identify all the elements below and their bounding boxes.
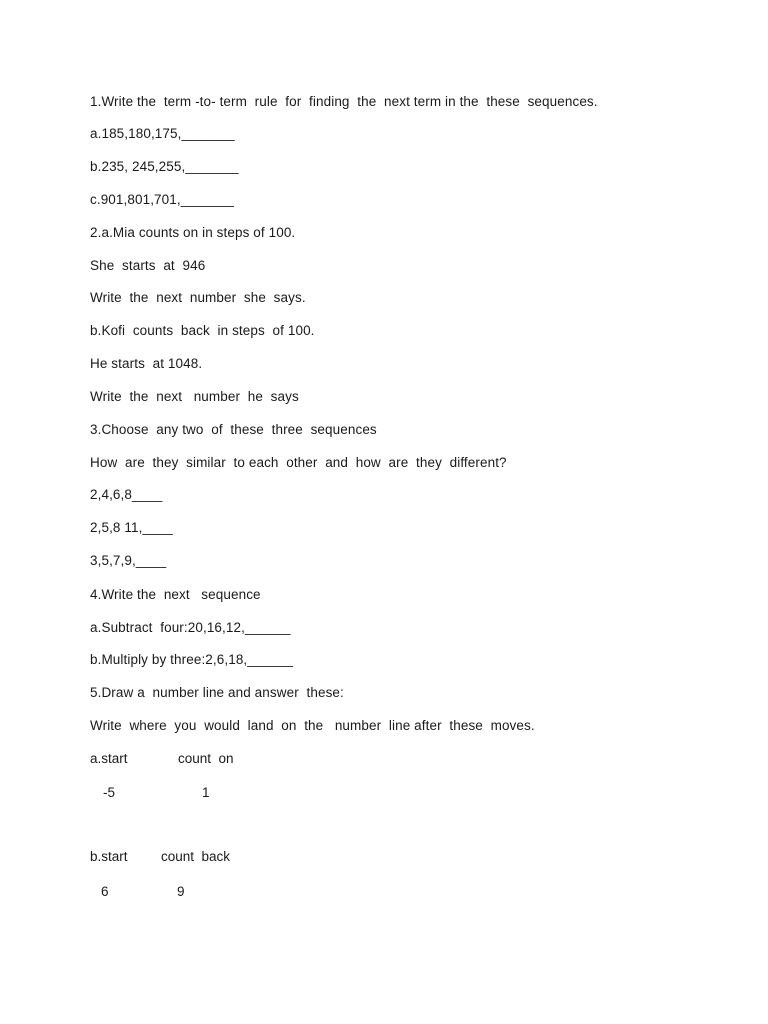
q3-prompt: 3.Choose any two of these three sequences — [90, 422, 377, 437]
q1-sequence-b: b.235, 245,255,_______ — [90, 159, 239, 174]
q3-question: How are they similar to each other and how are they different? — [90, 455, 507, 470]
q5-prompt: 5.Draw a number line and answer these: — [90, 685, 344, 700]
q3-sequence-1: 2,4,6,8____ — [90, 487, 163, 502]
q2b-statement: b.Kofi counts back in steps of 100. — [90, 323, 315, 338]
q2b-task: Write the next number he says — [90, 389, 299, 404]
q2a-statement: 2.a.Mia counts on in steps of 100. — [90, 225, 296, 240]
q2a-task: Write the next number she says. — [90, 290, 306, 305]
q5a-move-label: count on — [178, 751, 234, 766]
q2a-start: She starts at 946 — [90, 258, 206, 273]
q1-sequence-c: c.901,801,701,_______ — [90, 192, 234, 207]
q3-sequence-3: 3,5,7,9,____ — [90, 553, 167, 568]
q3-sequence-2: 2,5,8 11,____ — [90, 520, 173, 535]
q5b-move-label: count back — [161, 849, 231, 864]
q2b-start: He starts at 1048. — [90, 356, 203, 371]
q4-prompt: 4.Write the next sequence — [90, 587, 261, 602]
q5a-move-value: 1 — [202, 785, 210, 800]
q5-instruction: Write where you would land on the number line after these moves. — [90, 718, 535, 733]
q4-part-b: b.Multiply by three:2,6,18,______ — [90, 652, 293, 667]
q1-prompt: 1.Write the term -to- term rule for finding the next term in the these sequences. — [90, 94, 598, 109]
q5a-start-label: a.start — [90, 751, 128, 766]
q1-sequence-a: a.185,180,175,_______ — [90, 126, 235, 141]
q5b-start-value: 6 — [101, 884, 109, 899]
q5b-start-label: b.start — [90, 849, 128, 864]
q5a-start-value: -5 — [103, 785, 116, 800]
q5b-move-value: 9 — [177, 884, 185, 899]
q4-part-a: a.Subtract four:20,16,12,______ — [90, 620, 291, 635]
